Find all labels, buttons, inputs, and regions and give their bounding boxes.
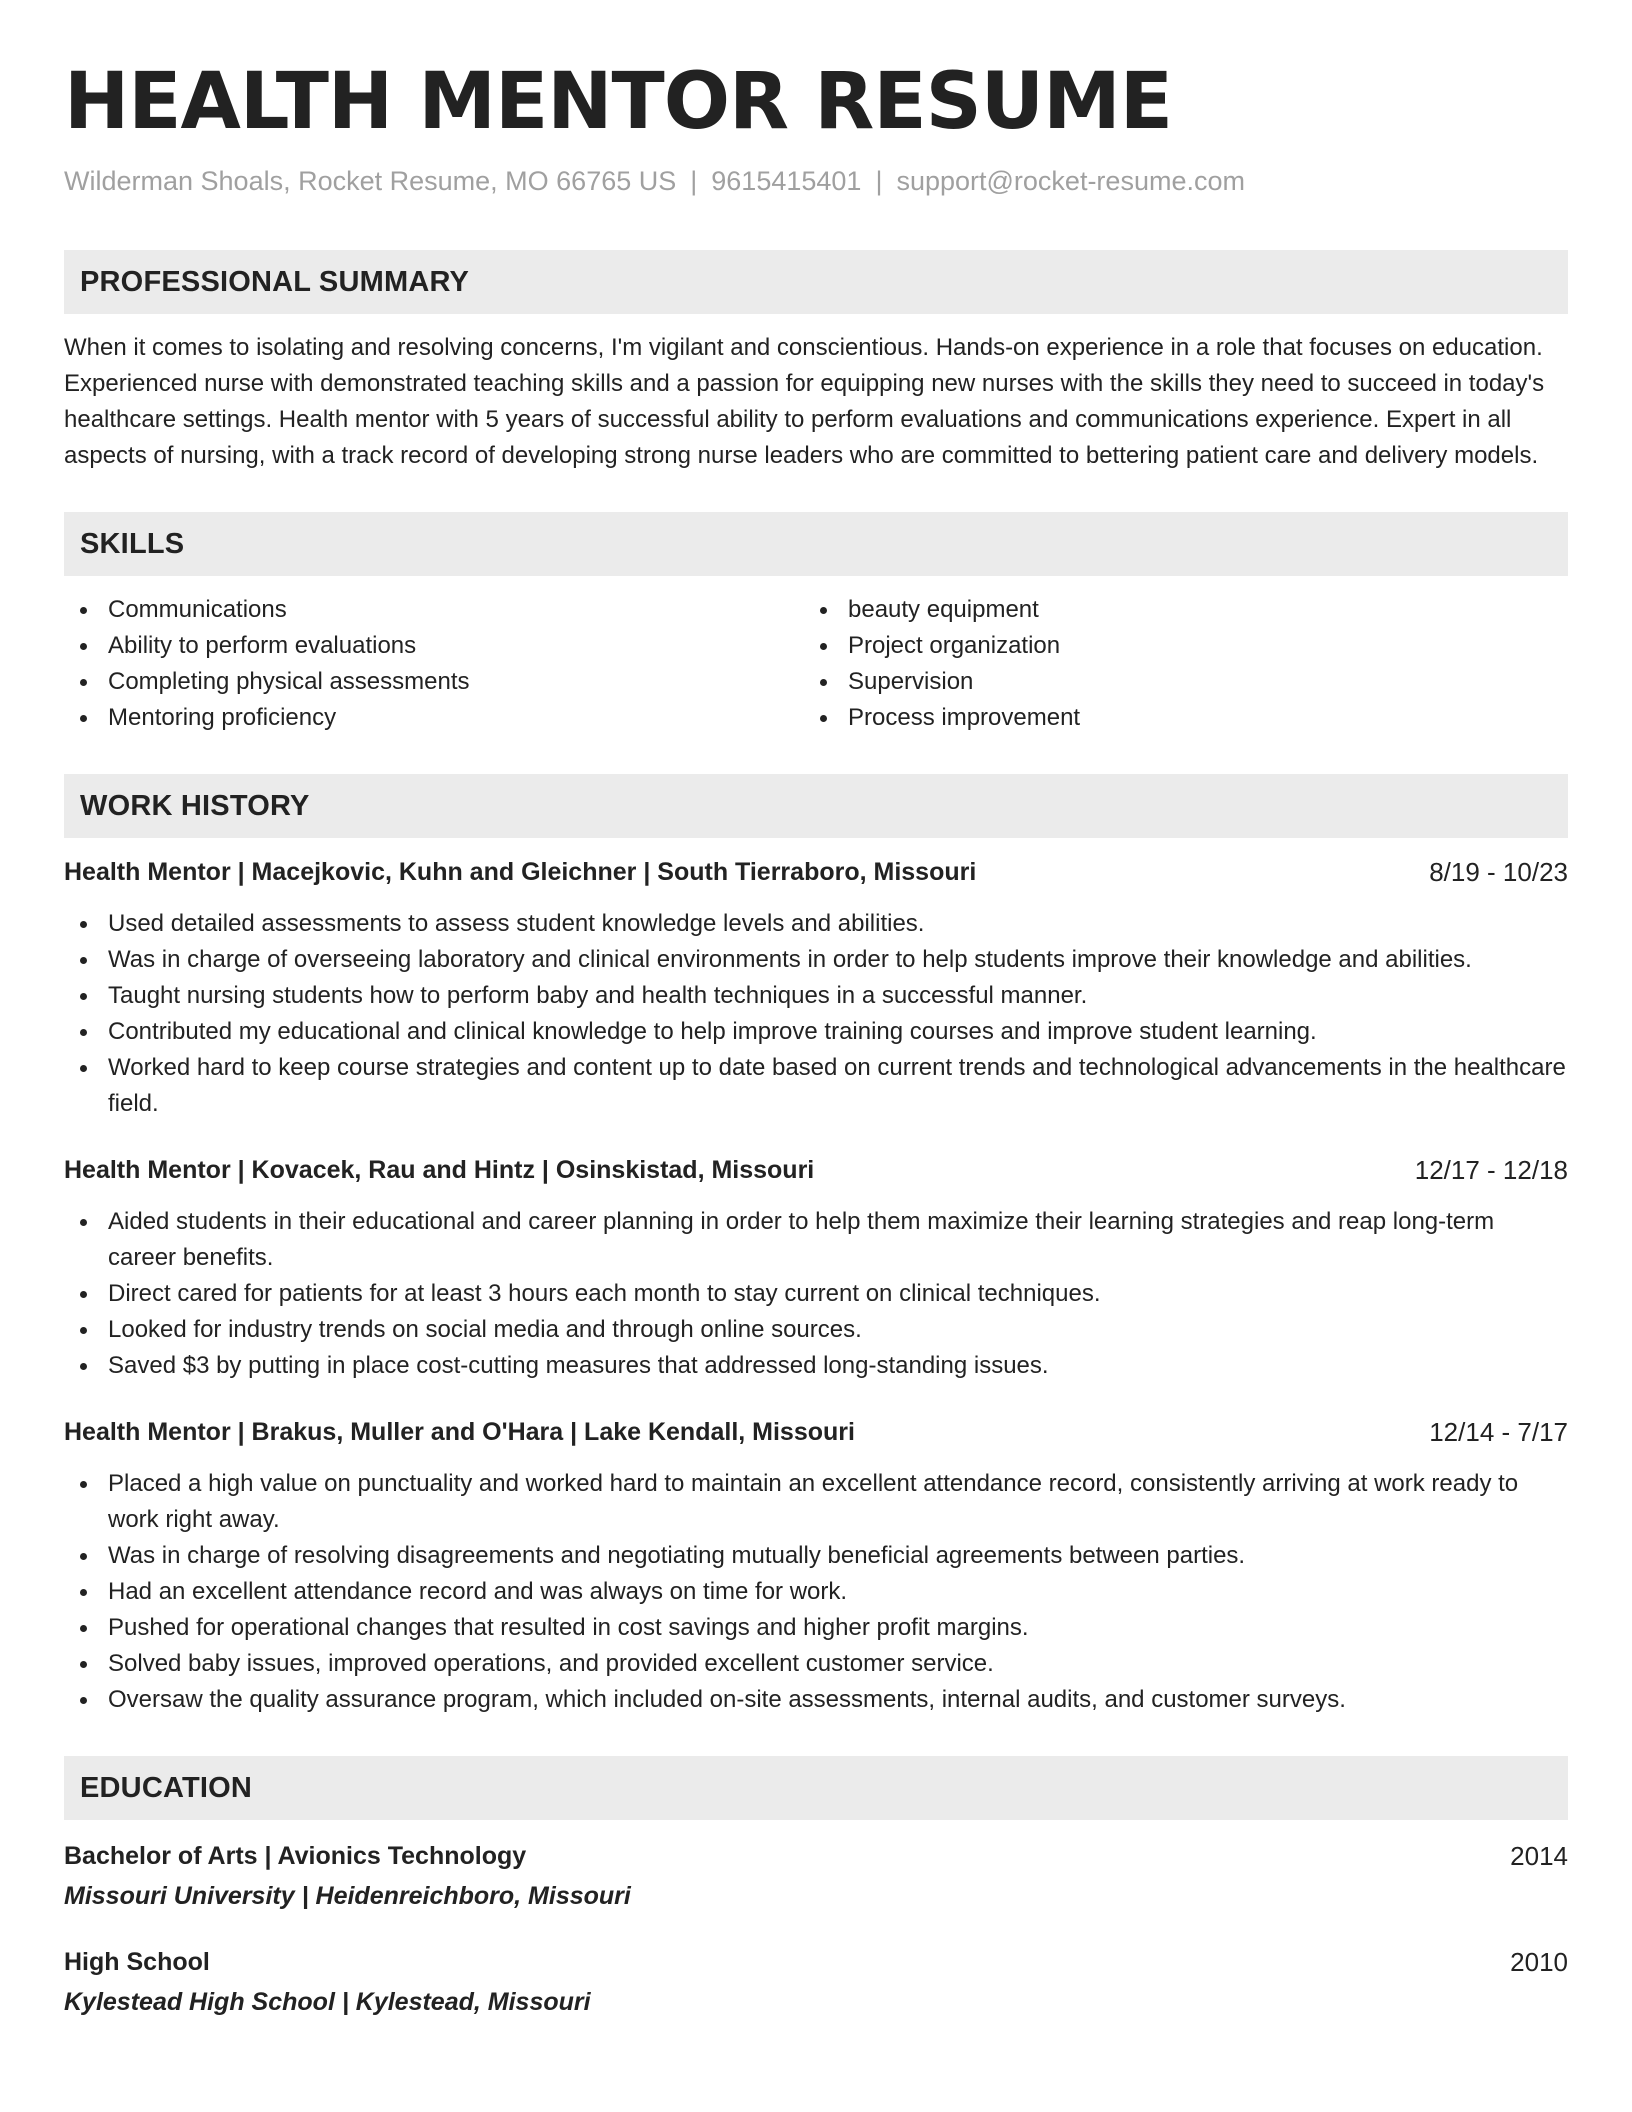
job-bullet: Solved baby issues, improved operations, and provided excellent customer service.: [64, 1646, 1568, 1682]
job-bullets: [64, 1466, 1568, 1718]
job-bullet: Looked for industry trends on social media and through online sources.: [64, 1312, 1568, 1348]
job-entry: [64, 1152, 1568, 1384]
skill-item: Communications: [64, 592, 804, 628]
job-bullet: Oversaw the quality assurance program, which included on-site assessments, internal audits, and customer surveys.: [64, 1682, 1568, 1718]
education-degree: Bachelor of Arts | Avionics Technology: [64, 1842, 527, 1870]
contact-address: Wilderman Shoals, Rocket Resume, MO 66765 US: [64, 166, 677, 196]
section-header-education: EDUCATION: [64, 1756, 1568, 1820]
job-title: Health Mentor | Brakus, Muller and O'Hara | Lake Kendall, Missouri: [64, 1418, 855, 1446]
job-bullet: Aided students in their educational and career planning in order to help them maximize their learning strategies and reap long-term career benefits.: [64, 1204, 1568, 1276]
education-degree: High School: [64, 1948, 210, 1976]
contact-phone: 9615415401: [711, 166, 862, 196]
summary-text: When it comes to isolating and resolving concerns, I'm vigilant and conscientious. Hands-on experience in a role that focuses on education. Experienced nurse with demonstrated teaching skills and a passion for equipping new nurses with the skills they need to succeed in today's healthcare settings. Health mentor with 5 years of successful ability to perform evaluations and communications experience. Expert in all aspects of nursing, with a track record of developing strong nurse leaders who are committed to bettering patient care and delivery models.: [64, 334, 1545, 469]
skill-item: beauty equipment: [804, 592, 1544, 628]
job-entry: [64, 854, 1568, 1122]
skill-item: Project organization: [804, 628, 1544, 664]
section-header-skills: SKILLS: [64, 512, 1568, 576]
education-year: 2014: [1510, 1841, 1568, 1871]
contact-email: support@rocket-resume.com: [896, 166, 1245, 196]
contact-line: [64, 162, 1568, 200]
contact-separator: |: [690, 166, 698, 196]
job-bullet: Pushed for operational changes that resulted in cost savings and higher profit margins.: [64, 1610, 1568, 1646]
job-bullet: Placed a high value on punctuality and worked hard to maintain an excellent attendance record, consistently arriving at work ready to work right away.: [64, 1466, 1568, 1538]
job-bullet: Worked hard to keep course strategies and content up to date based on current trends and technological advancements in the healthcare field.: [64, 1050, 1568, 1122]
job-title: Health Mentor | Macejkovic, Kuhn and Gleichner | South Tierraboro, Missouri: [64, 858, 977, 886]
job-bullet: Was in charge of overseeing laboratory and clinical environments in order to help students improve their knowledge and abilities.: [64, 942, 1568, 978]
section-header-work: WORK HISTORY: [64, 774, 1568, 838]
job-bullet: Had an excellent attendance record and was always on time for work.: [64, 1574, 1568, 1610]
education-entry: [64, 1944, 1568, 2020]
section-header-summary: PROFESSIONAL SUMMARY: [64, 250, 1568, 314]
job-header: [64, 854, 1568, 890]
education-header: [64, 1838, 1568, 1874]
skills-column-right: [804, 592, 1544, 736]
education-header: [64, 1944, 1568, 1980]
job-bullet: Used detailed assessments to assess student knowledge levels and abilities.: [64, 906, 1568, 942]
education-year: 2010: [1510, 1947, 1568, 1977]
job-bullet: Taught nursing students how to perform baby and health techniques in a successful manner.: [64, 978, 1568, 1014]
job-bullets: [64, 906, 1568, 1122]
skill-item: Completing physical assessments: [64, 664, 804, 700]
job-bullet: Contributed my educational and clinical knowledge to help improve training courses and improve student learning.: [64, 1014, 1568, 1050]
job-header: [64, 1152, 1568, 1188]
skill-item: Ability to perform evaluations: [64, 628, 804, 664]
education-entry: [64, 1838, 1568, 1914]
skill-item: Supervision: [804, 664, 1544, 700]
education-school: Kylestead High School | Kylestead, Missouri: [64, 1988, 591, 2016]
job-dates: 12/14 - 7/17: [1429, 1417, 1568, 1447]
skills-column-left: [64, 592, 804, 736]
job-entry: [64, 1414, 1568, 1718]
job-bullet: Was in charge of resolving disagreements and negotiating mutually beneficial agreements between parties.: [64, 1538, 1568, 1574]
resume-title: HEALTH MENTOR RESUME: [64, 57, 1173, 147]
skills-list: [64, 592, 1568, 736]
job-bullets: [64, 1204, 1568, 1384]
job-header: [64, 1414, 1568, 1450]
job-bullet: Saved $3 by putting in place cost-cutting measures that addressed long-standing issues.: [64, 1348, 1568, 1384]
job-bullet: Direct cared for patients for at least 3 hours each month to stay current on clinical techniques.: [64, 1276, 1568, 1312]
skill-item: Mentoring proficiency: [64, 700, 804, 736]
education-school: Missouri University | Heidenreichboro, Missouri: [64, 1882, 631, 1910]
job-dates: 8/19 - 10/23: [1429, 857, 1568, 887]
job-title: Health Mentor | Kovacek, Rau and Hintz | Osinskistad, Missouri: [64, 1156, 815, 1184]
skill-item: Process improvement: [804, 700, 1544, 736]
job-dates: 12/17 - 12/18: [1414, 1155, 1568, 1185]
contact-separator: |: [875, 166, 883, 196]
